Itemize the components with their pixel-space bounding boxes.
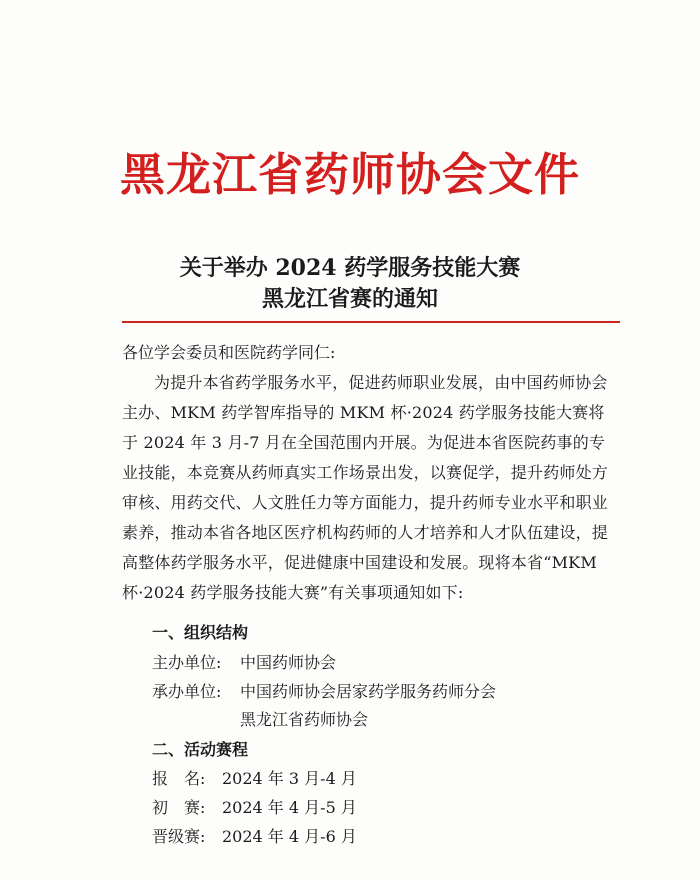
intro-paragraph: 为提升本省药学服务水平，促进药师职业发展，由中国药师协会主办、MKM 药学智库指导的 MKM 杯·2024 药学服务技能大赛将于 2024 年 3 月-7 月在全国范围内开展。为促进本省医院药事的专业技能，本竞赛从药师真实工作场景出发，以赛促学，提升药师处方审核、用药交代、人文胜任力等方面能力，提升药师专业水平和职业素养，推动本省各地区医疗机构药师的人才培养和人才队伍建设，提高整体药学服务水平，促进健康中国建设和发展。现将本省“MKM 杯·2024 药学服务技能大赛”有关事项通知如下: bbox=[122, 373, 609, 602]
host-label: 主办单位: bbox=[152, 653, 222, 672]
schedule-value-advancement: 2024 年 4 月-6 月 bbox=[222, 827, 357, 846]
document-title-line2: 黑龙江省赛的通知 bbox=[261, 286, 438, 312]
schedule-label-registration: 报 名: bbox=[152, 769, 206, 788]
host-value: 中国药师协会 bbox=[240, 653, 337, 672]
document-title-line1: 关于举办 2024 药学服务技能大赛 bbox=[179, 255, 521, 281]
schedule-value-preliminary: 2024 年 4 月-5 月 bbox=[222, 798, 357, 817]
section2-heading: 二、活动赛程 bbox=[152, 740, 249, 759]
section1-heading: 一、组织结构 bbox=[152, 623, 249, 642]
organizer-value-1: 中国药师协会居家药学服务药师分会 bbox=[240, 682, 497, 701]
organizer-label: 承办单位: bbox=[152, 682, 222, 701]
red-divider bbox=[122, 321, 620, 323]
letterhead-title: 黑龙江省药师协会文件 bbox=[119, 148, 580, 201]
schedule-label-preliminary: 初 赛: bbox=[152, 798, 206, 817]
schedule-value-registration: 2024 年 3 月-4 月 bbox=[222, 769, 357, 788]
organizer-value-2: 黑龙江省药师协会 bbox=[240, 710, 369, 729]
salutation: 各位学会委员和医院药学同仁: bbox=[122, 343, 336, 362]
schedule-label-advancement: 晋级赛: bbox=[152, 827, 206, 846]
